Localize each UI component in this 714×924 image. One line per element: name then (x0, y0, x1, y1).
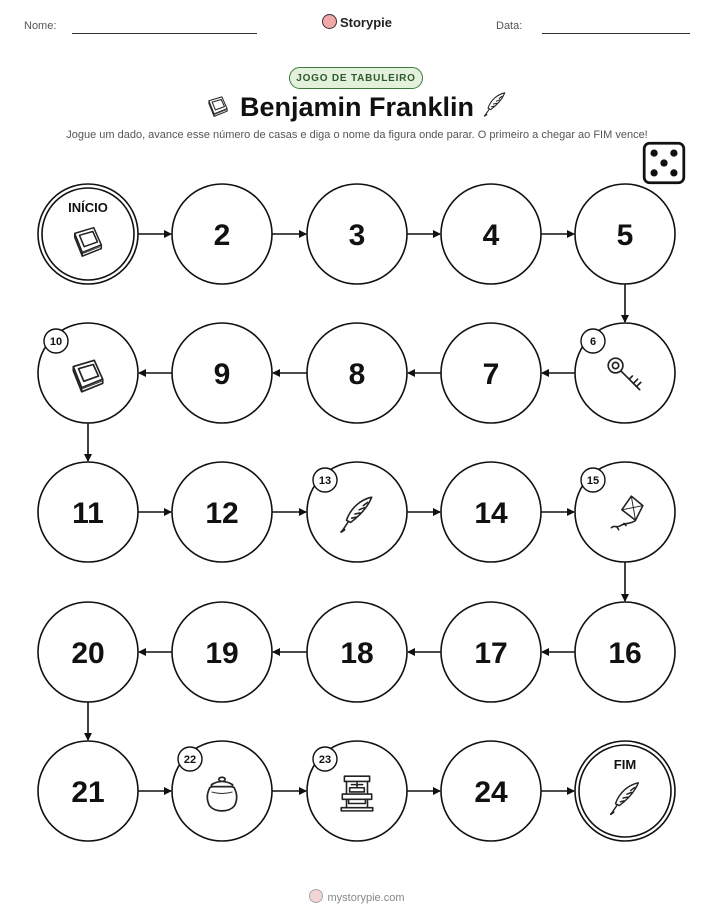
board-cell-5 (575, 184, 675, 284)
cell-number: 22 (183, 754, 197, 766)
board-cell-6 (575, 323, 675, 423)
cell-number: 20 (71, 637, 105, 670)
cell-number: 4 (482, 219, 500, 252)
name-label: Nome: (24, 20, 57, 32)
cell-number: 11 (72, 497, 104, 530)
date-label: Data: (496, 20, 523, 32)
board-cell-21 (38, 741, 138, 841)
board-cell-19 (172, 602, 272, 702)
cell-number: 18 (340, 637, 374, 670)
board-cell-13 (307, 462, 407, 562)
board-cell-7 (441, 323, 541, 423)
board-cell-8 (307, 323, 407, 423)
board-cell-15 (575, 462, 675, 562)
cell-number: 6 (589, 336, 597, 348)
cell-number: 24 (474, 776, 508, 809)
board-cell-20 (38, 602, 138, 702)
book-icon (209, 97, 227, 117)
game-tag: JOGO DE TABULEIRO (289, 67, 423, 89)
cell-number: 9 (213, 358, 231, 391)
cell-number: 8 (348, 358, 366, 391)
cell-number: 17 (474, 637, 508, 670)
board-cell-18 (307, 602, 407, 702)
board-cell-24 (441, 741, 541, 841)
cell-number: 23 (318, 754, 332, 766)
cell-number: 15 (586, 475, 600, 487)
cell-number: 19 (205, 637, 239, 670)
board-cell-22 (172, 741, 272, 841)
cell-label: FIM (613, 757, 637, 772)
footer-url: mystorypie.com (327, 892, 405, 904)
brand-name: Storypie (339, 15, 392, 30)
dice-five-icon (644, 143, 684, 183)
board-cell-23 (307, 741, 407, 841)
cell-number: 7 (482, 358, 500, 391)
cell-number: 16 (608, 637, 642, 670)
cell-number: 13 (318, 475, 332, 487)
cell-number: 21 (71, 776, 105, 809)
cell-label: INÍCIO (68, 200, 108, 215)
page-title: Benjamin Franklin (239, 92, 475, 122)
board-cell-11 (38, 462, 138, 562)
cell-number: 10 (49, 336, 63, 348)
board-cell-25 (575, 741, 675, 841)
board-cell-14 (441, 462, 541, 562)
board-cell-2 (172, 184, 272, 284)
feather-quill-icon (485, 93, 505, 116)
cell-number: 12 (205, 497, 239, 530)
board-cell-9 (172, 323, 272, 423)
cell-number: 14 (474, 497, 508, 530)
board-cell-17 (441, 602, 541, 702)
board-cell-4 (441, 184, 541, 284)
board-cell-3 (307, 184, 407, 284)
board-cell-10 (38, 323, 138, 423)
cell-number: 2 (213, 219, 231, 252)
board-cell-1 (38, 184, 138, 284)
board-cell-16 (575, 602, 675, 702)
instructions: Jogue um dado, avance esse número de casas e diga o nome da figura onde parar. O primeiro a chegar ao FIM vence! (66, 129, 648, 141)
board-cell-12 (172, 462, 272, 562)
cell-number: 5 (616, 219, 634, 252)
cell-number: 3 (348, 219, 366, 252)
